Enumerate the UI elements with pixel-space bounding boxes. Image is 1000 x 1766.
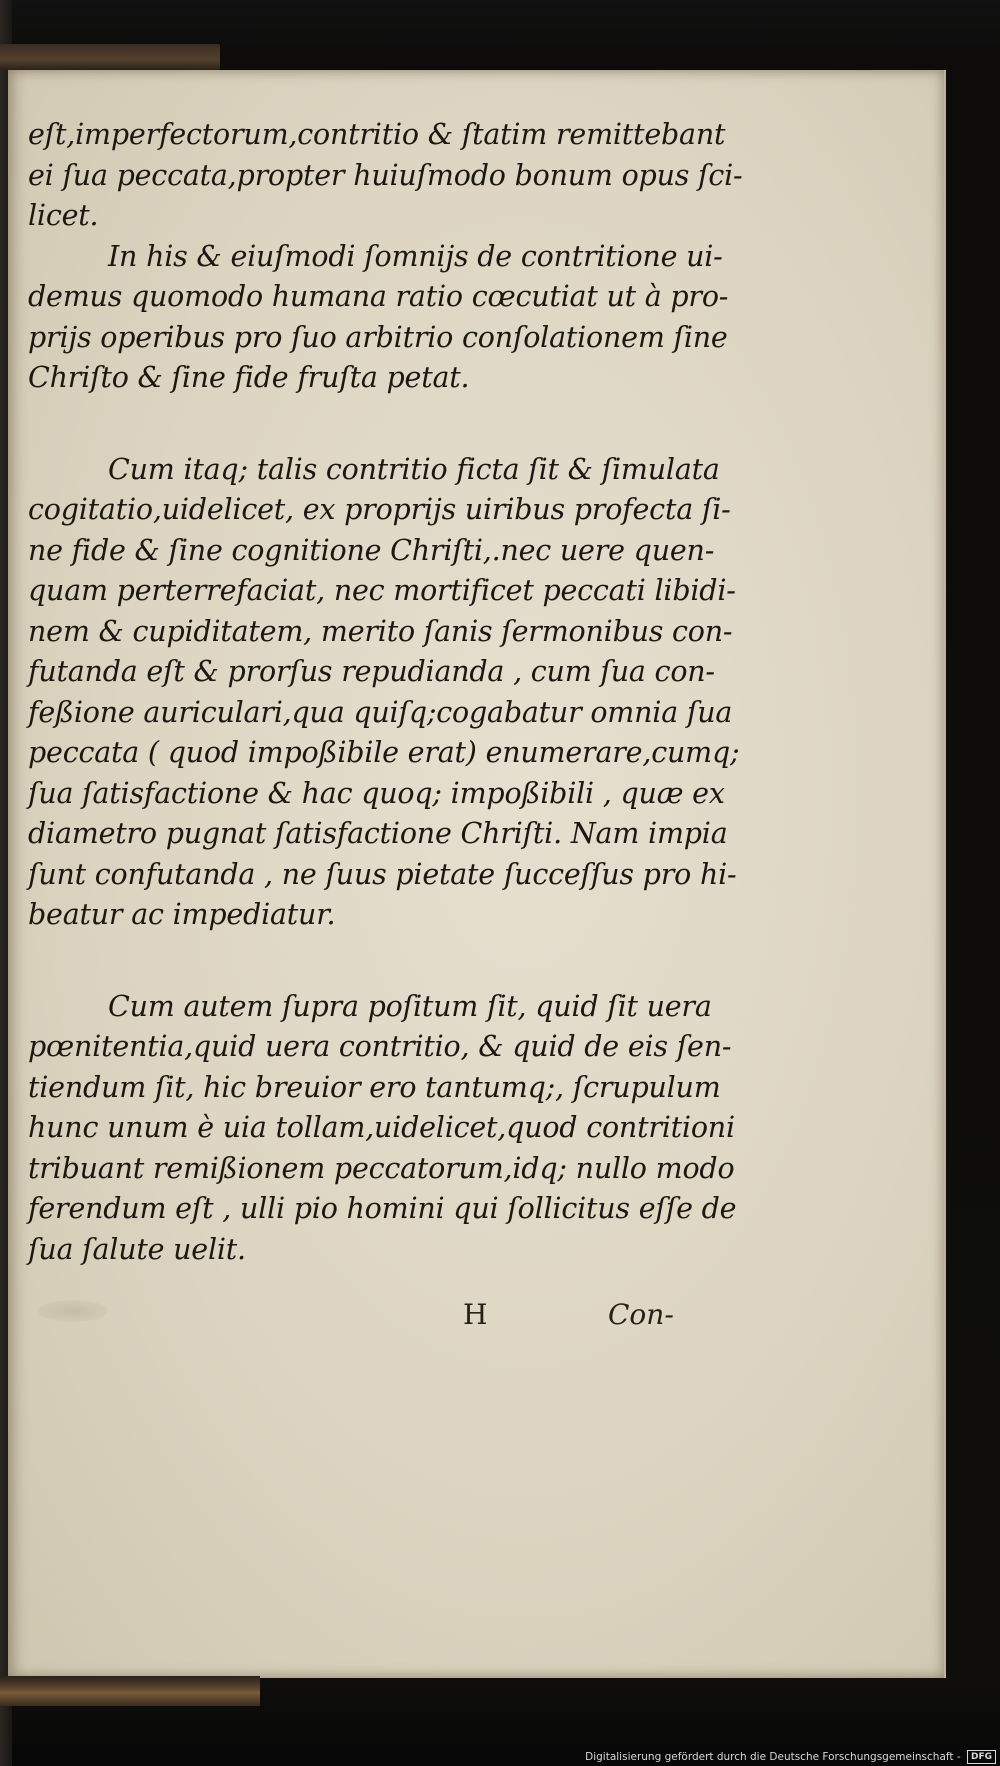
text-line: ne fide & ſine cognitione Chriſti,.nec uere quen-	[28, 533, 715, 567]
text-line: ferendum eſt , ulli pio homini qui ſollicitus eſſe de	[28, 1192, 737, 1225]
paragraph-gap	[28, 399, 708, 450]
text-line: licet.	[28, 199, 99, 232]
text-line: cogitatio,uidelicet, ex proprijs uiribus profecta ſi-	[28, 493, 731, 526]
binding-leather-top	[0, 44, 220, 70]
text-line: In his & eiuſmodi ſomnijs de contritione ui-	[108, 239, 723, 273]
text-line: pœnitentia,quid uera contritio, & quid de eis ſen-	[28, 1030, 732, 1063]
text-line: diametro pugnat ſatisfactione Chriſti. Nam impia	[28, 817, 728, 850]
text-line: nem & cupiditatem, merito ſanis ſermonibus con-	[28, 614, 733, 648]
digitization-credit	[0, 1749, 1000, 1766]
text-line: eſt,imperfectorum,contritio & ſtatim remittebant	[28, 118, 726, 151]
page-foot-marks	[8, 1298, 944, 1338]
catchword: Con-	[608, 1298, 674, 1331]
text-line: demus quomodo humana ratio cœcutiat ut à pro-	[28, 280, 729, 313]
binding-leather-bottom	[0, 1676, 260, 1706]
text-line: Cum autem ſupra poſitum ſit, quid ſit uera	[108, 989, 712, 1023]
text-line: feßione auriculari,qua quiſq;cogabatur omnia ſua	[28, 695, 733, 729]
signature-mark: H	[463, 1298, 488, 1331]
text-line: futanda eſt & prorſus repudianda , cum ſua con-	[28, 655, 715, 688]
text-line: hunc unum è uia tollam,uidelicet,quod contritioni	[28, 1111, 735, 1144]
text-line: ſua ſalute uelit.	[28, 1232, 246, 1266]
text-line: tiendum ſit, hic breuior ero tantumq;, ſcrupulum	[28, 1070, 721, 1104]
book-page	[8, 70, 946, 1678]
text-line: ſua ſatisfactione & hac quoq; impoßibili , quæ ex	[28, 776, 725, 810]
text-line: ei ſua peccata,propter huiuſmodo bonum opus ſci-	[28, 158, 743, 192]
paragraph-gap	[28, 936, 708, 987]
dfg-logo: DFG	[967, 1750, 996, 1764]
text-line: ſunt confutanda , ne ſuus pietate ſucceſſus pro hi-	[28, 857, 737, 891]
page-text-block	[28, 115, 743, 1270]
text-line: prijs operibus pro ſuo arbitrio conſolationem ſine	[28, 320, 728, 354]
text-line: peccata ( quod impoßibile erat) enumerare,cumq;	[28, 736, 740, 769]
text-line: beatur ac impediatur.	[28, 898, 336, 931]
text-line: Cum itaq; talis contritio ficta ſit & ſimulata	[108, 452, 720, 486]
text-line: quam perterrefaciat, nec mortificet peccati libidi-	[28, 574, 736, 607]
text-line: Chriſto & ſine fide fruſta petat.	[28, 361, 470, 394]
credit-text: Digitalisierung gefördert durch die Deutsche Forschungsgemeinschaft -	[585, 1751, 961, 1763]
text-line: tribuant remißionem peccatorum,idq; nullo modo	[28, 1151, 735, 1185]
